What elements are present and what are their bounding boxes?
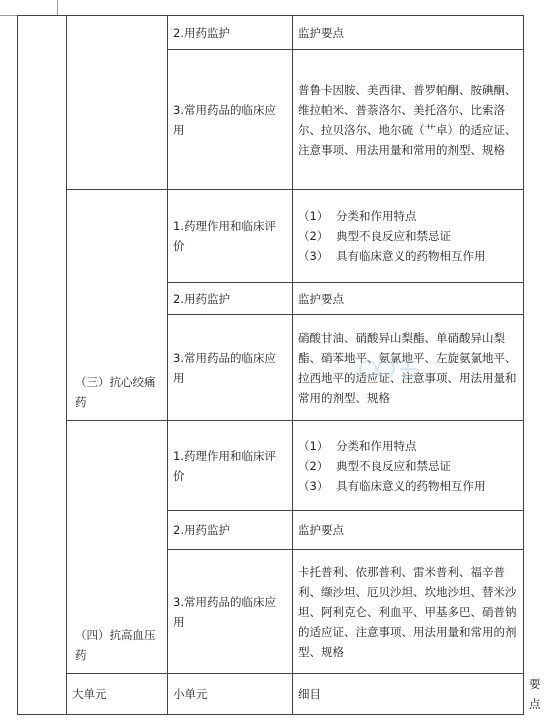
point-number: （1） <box>298 209 329 223</box>
points-cell: 监护要点 <box>293 511 524 550</box>
minor-unit-cell: （四）抗高血压药 <box>67 421 168 674</box>
header-detail: 细目 <box>293 674 524 715</box>
point-text: 具有临床意义的药物相互作用 <box>336 478 486 493</box>
point-number: （2） <box>298 458 329 473</box>
crop-mark-horizontal <box>0 15 17 16</box>
syllabus-table <box>17 15 541 715</box>
crop-mark-vertical <box>57 0 58 15</box>
detail-cell: 2.用药监护 <box>168 511 293 550</box>
header-major-unit: 大单元 <box>67 674 168 715</box>
point-number: （2） <box>298 229 329 243</box>
point-item <box>298 226 518 246</box>
detail-cell: 1.药理作用和临床评价 <box>168 421 293 511</box>
header-minor-unit: 小单元 <box>168 674 293 715</box>
minor-unit-cell: （三）抗心绞痛药 <box>67 190 168 421</box>
detail-cell: 1.药理作用和临床评价 <box>168 190 293 283</box>
points-cell: 监护要点 <box>293 16 524 50</box>
detail-cell: 3.常用药品的临床应用 <box>168 50 293 190</box>
point-text: 分类和作用特点 <box>336 438 417 453</box>
detail-cell: 3.常用药品的临床应用 <box>168 315 293 421</box>
detail-cell: 3.常用药品的临床应用 <box>168 550 293 674</box>
points-cell: 普鲁卡因胺、美西律、普罗帕酮、胺碘酮、维拉帕米、普萘洛尔、美托洛尔、比索洛尔、拉贝洛尔、地尔硫（艹卓）的适应证、注意事项、用法用量和常用的剂型、规格 <box>293 50 524 190</box>
minor-unit-cell <box>67 16 168 190</box>
points-list-cell <box>293 190 524 283</box>
table-row <box>18 16 524 50</box>
point-item <box>298 436 518 456</box>
detail-cell: 2.用药监护 <box>168 283 293 315</box>
major-unit-cell <box>18 16 67 715</box>
point-item <box>298 206 518 226</box>
table-header-row: 大单元 小单元 细目 要点 <box>18 674 524 715</box>
point-text: 典型不良反应和禁忌证 <box>336 229 451 243</box>
point-number: （3） <box>298 478 329 493</box>
point-item <box>298 246 518 266</box>
point-text: 分类和作用特点 <box>336 209 417 223</box>
point-item <box>298 476 518 496</box>
table-row <box>18 190 524 283</box>
point-number: （1） <box>298 438 329 453</box>
point-item <box>298 456 518 476</box>
points-cell: 监护要点 <box>293 283 524 315</box>
point-text: 典型不良反应和禁忌证 <box>336 458 451 473</box>
points-list-cell <box>293 421 524 511</box>
point-number: （3） <box>298 249 329 263</box>
points-cell: 卡托普利、依那普利、雷米普利、福辛普利、缬沙坦、厄贝沙坦、坎地沙坦、替米沙坦、阿利克仑、利血平、甲基多巴、硝普钠的适应证、注意事项、用法用量和常用的剂型、规格 <box>293 550 524 674</box>
table-row <box>18 421 524 511</box>
points-cell: 硝酸甘油、硝酸异山梨酯、单硝酸异山梨酯、硝苯地平、氨氯地平、左旋氨氯地平、拉西地平的适应证、注意事项、用法用量和常用的剂型、规格 <box>293 315 524 421</box>
detail-cell: 2.用药监护 <box>168 16 293 50</box>
point-text: 具有临床意义的药物相互作用 <box>336 249 486 263</box>
